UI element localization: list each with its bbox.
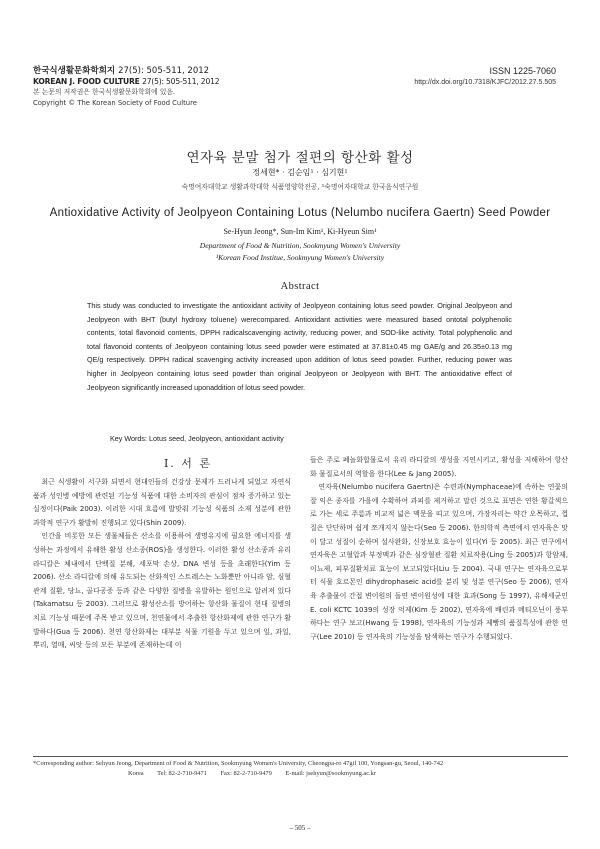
paragraph: 들은 주로 폐놀화합물로서 유리 라디칼의 생성을 지연시키고, 활성을 저해하여 항산화 물질로서의 역할을 한다(Lee & Jang 2005).: [310, 456, 568, 478]
affiliation-english: [0, 240, 600, 264]
volume-en: 27(5): 505-511, 2012: [142, 76, 220, 86]
copyright-ko: 본 논문의 저작권은 한국식생활문화학회에 있음.: [33, 88, 176, 96]
section-heading-introduction: I. 서 론: [163, 457, 213, 470]
title-korean: 연자육 분말 첨가 절편의 항산화 활성: [186, 150, 414, 166]
abstract-text: This study was conducted to investigate the antioxidant activity of Jeolpyeon containing lotus seed powder. Original Jeolpyeon and Jeolpyeon with BHT (butyl hydroxy toluene) werecompared. Antioxidant activities were measured based ontotal polyphenolic contents, total flavonoid contents, DPPH radicalscavenging activity, reducing power, and SOD-like activity. Total polyphenolic and total flavonoid contents of Jeolpyeon containing lotus seed powder were estimated at 37.81±0.45 mg GAE/g and 26.35±0.13 mg QE/g respectively. DPPH radical scavenging activity increased upon addition of lotus seed powder. Further, reducing power was higher in Jeolpyeon containing lotus seed powder than original Jeolpyeon or Jeolpyeon with BHT. The antioxidative effect of Jeolpyeon significantly increased uponaddition of lotus seed powder.: [87, 301, 512, 392]
volume-ko: 27(5): 505-511, 2012: [118, 66, 210, 76]
footnote-line-1: *Corresponding author: Sehyun Jeong, Department of Food & Nutrition, Sookmyung Women's University, Cheongpa-ro 47gil 100, Yongsan-gu, Seoul, 140-742: [33, 760, 444, 767]
page-number: – 505 –: [289, 824, 311, 832]
affiliation-korean: 숙명여자대학교 생활과학대학 식품영양학전공, ¹숙명여자대학교 한국음식연구원: [181, 183, 419, 191]
abstract-heading: Abstract: [280, 281, 320, 292]
footnote-fax: Fax: 82-2-710-9479: [220, 770, 272, 777]
affiliation-en-2: ¹Korean Food Institue, Sookmyung Women's University: [215, 253, 385, 262]
journal-header: [33, 66, 333, 108]
title-english: Antioxidative Activity of Jeolpyeon Containing Lotus (Nelumbo nucifera Gaertn) Seed Powder: [49, 207, 551, 219]
keywords: Key Words: Lotus seed, Jeolpyeon, antioxidant activity: [110, 434, 284, 443]
authors-korean: 정세현* · 김순임¹ · 심기현¹: [252, 168, 348, 177]
footnote-line-2: [33, 769, 568, 779]
issn-block: [326, 66, 556, 88]
footnote: [33, 759, 568, 779]
paragraph: 인간을 비롯한 모든 생물체들은 산소를 이용하여 생명유지에 필요한 에너지를 생성하는 과정에서 유해한 활성 산소종(ROS)을 생성한다. 이러한 활성 산소종과 유리 라디칼은 체내에서 단백질 분해, 세포막 손상, DNA 변성 등을 초래한다(Yim 등 2006). 산소 라디칼에 의해 유도되는 산화적인 스트레스는 노화뿐만 아니라 암, 심혈관계 질환, 당뇨, 골다공증 등과 같은 다양한 질병을 유발하는 원인으로 알려져 있다(Takamatsu 등 2003). 그러므로 활성산소를 방어하는 항산화 물질이 현대 질병의 치료 기능성 때문에 주목 받고 있으며, 천연물에서 추출한 항산화제에 관한 연구가 활발하다(Gua 등 2006). 천연 항산화제는 대부분 식물 기원을 두고 있으며 잎, 과일, 뿌리, 열매, 씨앗 등의 모든 부분에 존재하는데 이: [33, 532, 291, 650]
footnote-email[interactable]: E-mail: jsehyun@sookmyung.ac.kr: [285, 770, 376, 777]
left-column: [33, 476, 291, 653]
paragraph: 최근 식생활이 서구화 되면서 현대인들의 건강상 문제가 드러나게 되었고 자연식품과 성인병 예방에 관련된 기능성 식품에 대한 소비자의 관심이 점차 증가하고 있는 실정이다(Paik 2003). 이러한 시대 흐름에 발맞춰 기능성 식품의 소재 성분에 관한 과학적 연구가 활발히 진행되고 있다(Shin 2009).: [33, 478, 291, 527]
affiliation-en-1: Department of Food & Nutrition, Sookmyung Women's University: [199, 241, 401, 250]
journal-title-en: KOREAN J. FOOD CULTURE 27(5): 505-511, 2012: [33, 76, 220, 86]
right-column: [310, 454, 568, 644]
authors-english: Se-Hyun Jeong*, Sun-Im Kim¹, Ki-Hyeun Sim¹: [223, 227, 377, 236]
paragraph: 연자육(Nelumbo nucifera Gaertn)은 수련과(Nymphaceae)에 속하는 연꽃의 잘 익은 종자를 가을에 수확하여 과피를 제거하고 말린 것으로 표면은 연한 황갈색으로 가는 세로 주름과 비교적 넓은 맥문을 띠고 있으며, 가장자리는 약간 오목하고, 껍질은 단단하며 쉽게 쪼개지지 않는다(Seo 등 2006). 한의학적 측면에서 연자육은 맛이 달고 성질이 순하며 설사완화, 신장보호 효능이 있다(Yi 등 2005). 최근 연구에서 연자육은 고혈압과 부정맥과 같은 심장혈관 질환 치료작용(Ling 등 2005)과 항암제, 이뇨제, 피부질환치료 효능이 보고되었다(Liu 등 2004). 국내 연구는 연자육으로부터 식물 호르몬인 dihydrophaseic acid를 분리 및 성분 연구(Seo 등 2006), 연자육 추출물이 간접 변이원의 돌연 변이원성에 대한 효과(Song 등 1997), 유해세균인 E. coli KCTC 1039의 성장 억제(Kim 등 2002), 연자육에 배린과 메티오닌이 풍부하다는 연구 보고(Hwang 등 1998), 연자육의 기능성과 제빵의 품질특성에 관한 연구(Lee 2010) 등 연자육의 기능성을 탐색하는 연구가 수행되었다.: [310, 483, 568, 641]
issn: ISSN 1225-7060: [489, 66, 556, 76]
journal-title-ko: 한국식생활문화학회지 27(5): 505-511, 2012: [33, 66, 210, 76]
footnote-country: Korea: [128, 770, 144, 777]
doi-link[interactable]: http://dx.doi.org/10.7318/KJFC/2012.27.5.505: [414, 79, 556, 86]
footnote-divider: [33, 756, 568, 757]
copyright-en: Copyright © The Korean Society of Food Culture: [33, 98, 197, 107]
footnote-tel: Tel: 82-2-710-9471: [157, 770, 207, 777]
